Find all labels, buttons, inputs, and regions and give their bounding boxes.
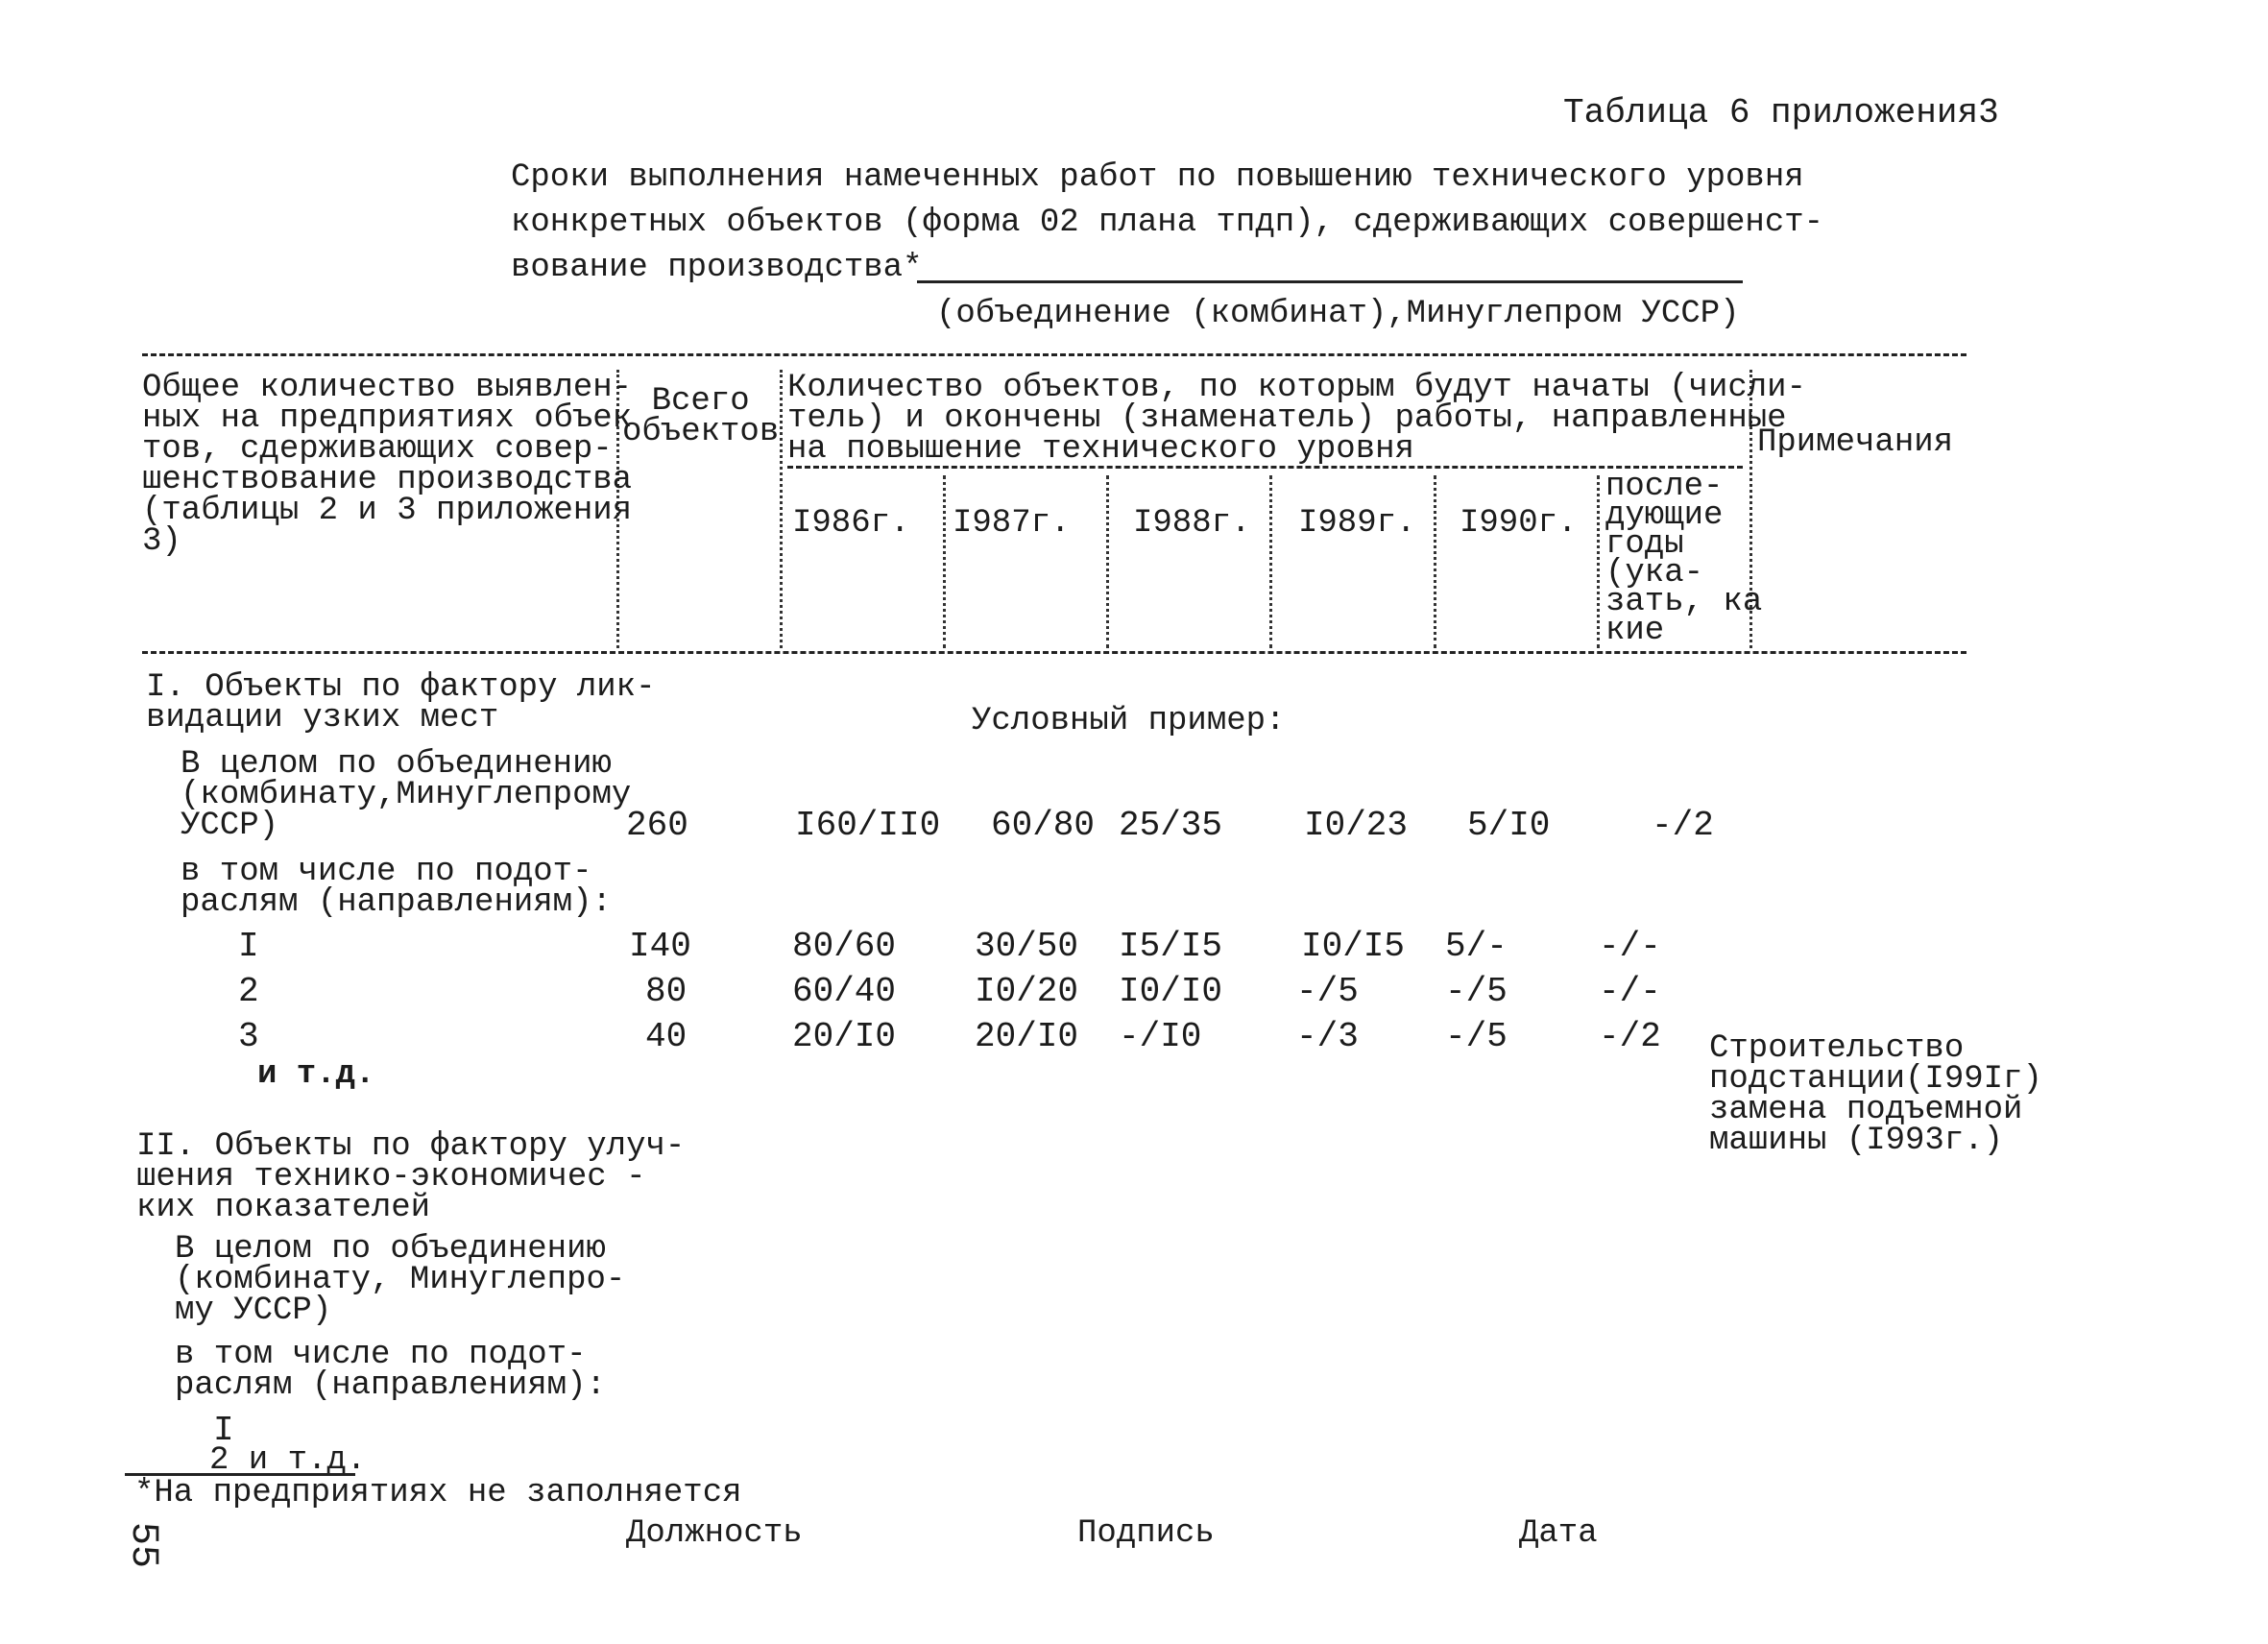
section2-item: I <box>213 1411 234 1450</box>
etc-label: и т.д. <box>257 1056 375 1093</box>
subtitle: (объединение (комбинат),Минуглепром УССР) <box>936 296 1740 332</box>
section1-title: I. Объекты по фактору лик- видации узких мест <box>146 669 656 737</box>
table-cell: 20/I0 <box>792 1017 897 1056</box>
header-year-1990: I990г. <box>1460 505 1578 542</box>
table-header-bottom-rule <box>142 651 1966 654</box>
total-row-later: -/2 <box>1652 806 1714 845</box>
title-line-2: конкретных объектов (форма 02 плана тпдп), сдерживающих совершенст- <box>511 205 1824 241</box>
table-cell: -/3 <box>1296 1017 1359 1056</box>
section2-total-label: В целом по объединению (комбинату, Минуглепро- му УССР) <box>175 1231 626 1329</box>
header-later-years: после- дующие годы (ука- зать, ка кие <box>1605 469 1763 649</box>
table-cell: 30/50 <box>975 927 1079 966</box>
table-top-rule <box>142 353 1966 356</box>
table-cell: -/5 <box>1445 972 1508 1011</box>
row-note: Строительство подстанции(I99Iг) замена подъемной машины (I993г.) <box>1709 1030 2042 1159</box>
row-label: 2 <box>238 972 259 1011</box>
table-cell: I0/I5 <box>1301 927 1406 966</box>
section2-title: II. Объекты по фактору улуч- шения технико-экономичес - ких показателей <box>136 1128 686 1226</box>
table-cell: I0/I0 <box>1119 972 1223 1011</box>
table-cell: 80/60 <box>792 927 897 966</box>
col-separator <box>943 475 946 648</box>
col-separator <box>780 370 783 648</box>
table-cell: 20/I0 <box>975 1017 1079 1056</box>
total-row-all: 260 <box>626 806 688 845</box>
row-label: 3 <box>238 1017 259 1056</box>
header-notes: Примечания <box>1757 424 1954 461</box>
total-row-1988: 25/35 <box>1119 806 1223 845</box>
footnote: *На предприятиях не заполняется <box>134 1475 742 1511</box>
table-cell: 80 <box>645 972 688 1011</box>
header-year-1989: I989г. <box>1298 505 1416 542</box>
table-cell: 5/- <box>1445 927 1508 966</box>
table-cell: 40 <box>645 1017 688 1056</box>
col-separator <box>1269 475 1272 648</box>
position-label: Должность <box>626 1515 803 1552</box>
table-reference: Таблица 6 приложения3 <box>1563 93 1999 133</box>
col-separator <box>1106 475 1109 648</box>
title-line-1: Сроки выполнения намеченных работ по повышению технического уровня <box>511 159 1804 196</box>
table-cell: 60/40 <box>792 972 897 1011</box>
header-col-total-objects: Всего объектов <box>622 383 780 450</box>
title-line-3: вование производства* <box>511 250 923 286</box>
table-cell: -/I0 <box>1119 1017 1202 1056</box>
page-number: 55 <box>121 1522 164 1569</box>
row-label: I <box>238 927 259 966</box>
table-cell: -/- <box>1599 927 1661 966</box>
example-label: Условный пример: <box>972 703 1286 739</box>
date-label: Дата <box>1519 1515 1598 1552</box>
header-year-1988: I988г. <box>1133 505 1251 542</box>
total-row-1989: I0/23 <box>1304 806 1409 845</box>
section2-item: 2 и т.д. <box>209 1442 367 1479</box>
section1-total-label: В целом по объединению (комбинату,Минуглепрому УССР) <box>181 746 632 844</box>
table-cell: I40 <box>629 927 691 966</box>
col-separator <box>1434 475 1436 648</box>
title-underline <box>917 280 1743 283</box>
table-cell: -/5 <box>1445 1017 1508 1056</box>
col-separator <box>1597 475 1600 648</box>
header-col-group: Количество объектов, по которым будут начаты (числи- тель) и окончены (знаменатель) работы, направленные на повышение технического уровня <box>787 370 1806 468</box>
signature-label: Подпись <box>1077 1515 1215 1552</box>
table-cell: I0/20 <box>975 972 1079 1011</box>
header-year-1986: I986г. <box>792 505 910 542</box>
table-cell: -/5 <box>1296 972 1359 1011</box>
header-year-1987: I987г. <box>953 505 1071 542</box>
section2-sub-label: в том числе по подот- раслям (направлениям): <box>175 1337 606 1404</box>
header-col-total-identified: Общее количество выявлен- ных на предприятиях объек тов, сдерживающих совер- шенствование производства (таблицы 2 и 3 приложения 3) <box>142 370 633 560</box>
section1-sub-label: в том числе по подот- раслям (направлениям): <box>181 854 612 921</box>
table-cell: -/2 <box>1599 1017 1661 1056</box>
table-cell: I5/I5 <box>1119 927 1223 966</box>
total-row-1987: 60/80 <box>991 806 1096 845</box>
total-row-1990: 5/I0 <box>1467 806 1551 845</box>
table-cell: -/- <box>1599 972 1661 1011</box>
total-row-1986: I60/II0 <box>795 806 941 845</box>
